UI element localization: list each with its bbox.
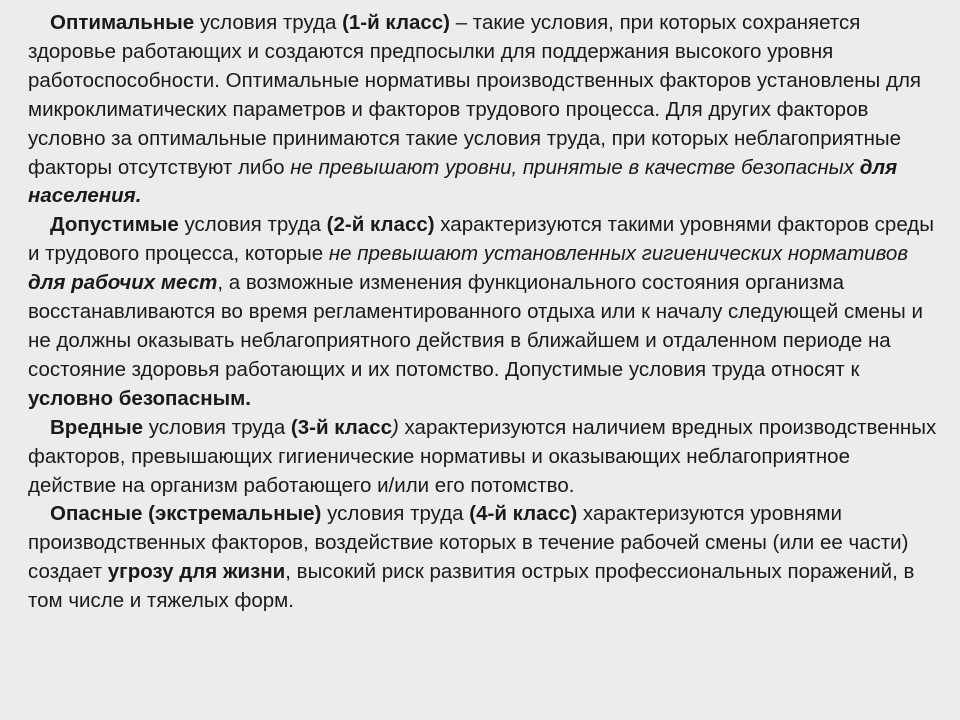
class-label-2: (2-й класс) (326, 213, 435, 237)
bold-emphasis: угрозу для жизни (107, 560, 286, 584)
text-segment: характеризуются уровнями производственных факторов, воздействие которых в течение рабочей смены (или ее части) создает (28, 502, 909, 584)
text-segment: – такие условия, при которых сохраняется здоровье работающих и создаются предпосылки для поддержания высокого уровня работоспособности. Оптимальные нормативы производственных факторов установлены для микроклиматических параметров и факторов трудового процесса. Для других факторов условно за оптимальные принимаются такие условия труда, при которых неблагоприятные факторы отсутствуют либо (28, 11, 922, 179)
bold-emphasis: условно безопасным. (28, 386, 251, 410)
class-label-4: (4-й класс) (469, 502, 578, 526)
term-dangerous: Опасные (экстремальные) (50, 502, 322, 526)
term-harmful: Вредные (50, 415, 144, 439)
paragraph-class-2-permissible (28, 211, 938, 413)
text-segment: , высокий риск развития острых профессиональных поражений, в том числе и тяжелых форм. (28, 560, 915, 613)
text-segment: условия труда (194, 11, 343, 34)
class-label-3: (3-й класс (290, 415, 393, 439)
text-segment: , а возможные изменения функционального состояния организма восстанавливаются во время регламентированного отдыха или к началу следующей смены и не должны оказывать неблагоприятного действия в ближайшем и отдаленном периоде на состояние здоровья работающих и их потомство. Допустимые условия труда относят к (28, 271, 923, 381)
paragraph-class-1-optimal (28, 9, 938, 211)
text-segment: условия труда (178, 213, 327, 237)
italic-paren: ) (392, 415, 399, 439)
term-optimal: Оптимальные (50, 11, 195, 34)
text-segment: условия труда (321, 502, 470, 526)
bold-italic-emphasis: для населения. (28, 155, 898, 208)
term-permissible: Допустимые (50, 213, 179, 237)
class-label-1: (1-й класс) (342, 11, 450, 34)
paragraph-class-4-dangerous (28, 500, 938, 616)
text-segment: характеризуются наличием вредных производственных факторов, превышающих гигиенические нормативы и оказывающих неблагоприятное действие на организм работающего и/или его потомство. (28, 415, 937, 497)
italic-emphasis: не превышают уровни, принятые в качестве безопасных (290, 155, 860, 179)
italic-emphasis: не превышают установленных гигиенических нормативов (328, 242, 909, 266)
paragraph-class-3-harmful (28, 414, 938, 501)
text-segment: условия труда (143, 415, 291, 439)
text-segment: характеризуются такими уровнями факторов среды и трудового процесса, которые (28, 213, 934, 266)
bold-italic-emphasis: для рабочих мест (28, 271, 218, 295)
slide-text-body (28, 9, 938, 616)
